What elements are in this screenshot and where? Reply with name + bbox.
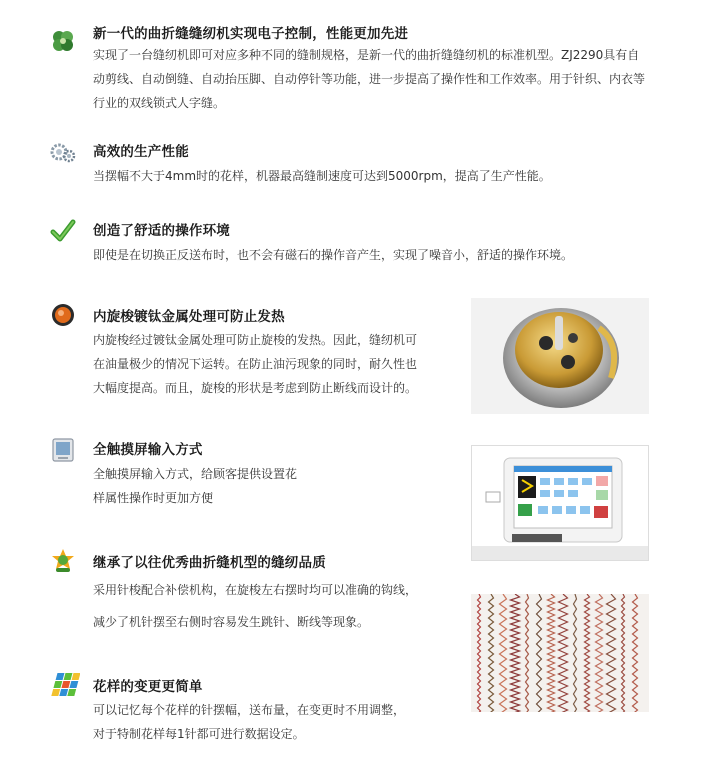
body-line: 可以记忆每个花样的针摆幅，送布量，在变更时不用调整， bbox=[93, 703, 406, 717]
stitch-line bbox=[585, 594, 590, 712]
stitch-line bbox=[548, 594, 555, 712]
orange-circle-icon bbox=[50, 302, 76, 328]
stitch-line bbox=[607, 594, 616, 712]
checkmark-icon bbox=[50, 218, 76, 244]
body-line: 当摆幅不大于4mm时的花样，机器最高缝制速度可达到5000rpm，提高了生产性能。 bbox=[93, 169, 551, 183]
section-title: 高效的生产性能 bbox=[93, 144, 189, 160]
section-title: 继承了以往优秀曲折缝机型的缝纫品质 bbox=[93, 555, 326, 571]
section-body bbox=[93, 462, 297, 510]
touchscreen-icon bbox=[50, 437, 76, 463]
star-badge-icon bbox=[50, 548, 76, 574]
body-line: 采用针梭配合补偿机构，在旋梭左右摆时均可以准确的钩线， bbox=[93, 583, 418, 597]
body-line: 内旋梭经过镀钛金属处理可防止旋梭的发热。因此，缝纫机可 bbox=[93, 333, 418, 347]
body-line: 行业的双线锁式人字缝。 bbox=[93, 96, 226, 110]
stitch-line bbox=[559, 594, 568, 712]
stitch-line bbox=[596, 594, 603, 712]
color-grid-icon bbox=[50, 671, 76, 697]
body-line: 大幅度提高。而且，旋梭的形状是考虑到防止断线而设计的。 bbox=[93, 381, 418, 395]
body-line: 实现了一台缝纫机即可对应多种不同的缝制规格，是新一代的曲折缝缝纫机的标准机型。ZJ2290具有自 bbox=[93, 48, 640, 62]
stitch-line bbox=[478, 594, 481, 712]
section-title: 全触摸屏输入方式 bbox=[93, 442, 203, 458]
section-body bbox=[93, 698, 405, 746]
stitch-line bbox=[574, 594, 577, 712]
section-title: 花样的变更更简单 bbox=[93, 679, 203, 695]
section-body bbox=[93, 328, 417, 400]
section-body bbox=[93, 164, 551, 188]
touchscreen-panel-photo bbox=[471, 445, 649, 561]
section-body bbox=[93, 243, 573, 267]
stitch-line bbox=[622, 594, 625, 712]
body-line: 在油量极少的情况下运转。在防止油污现象的同时，耐久性也 bbox=[93, 357, 418, 371]
stitch-line bbox=[537, 594, 542, 712]
stitch-line bbox=[511, 594, 520, 712]
section-title: 内旋梭镀钛金属处理可防止发热 bbox=[93, 309, 285, 325]
body-line: 全触摸屏输入方式，给顾客提供设置花 bbox=[93, 467, 298, 481]
stitch-samples-photo bbox=[471, 594, 649, 712]
body-line: 样属性操作时更加方便 bbox=[93, 491, 214, 505]
stitch-line bbox=[500, 594, 507, 712]
rotary-hook-photo bbox=[471, 298, 649, 414]
body-line: 动剪线、自动倒缝、自动抬压脚、自动停针等功能，进一步提高了操作性和工作效率。用于针织、内衣等 bbox=[93, 72, 646, 86]
section-body bbox=[93, 578, 417, 634]
gears-icon bbox=[50, 140, 76, 166]
body-line: 对于特制花样每1针都可进行数据设定。 bbox=[93, 727, 305, 741]
clover-icon bbox=[50, 28, 76, 54]
section-title: 创造了舒适的操作环境 bbox=[93, 223, 230, 239]
section-body bbox=[93, 43, 645, 115]
body-line: 减少了机针摆至右侧时容易发生跳针、断线等现象。 bbox=[93, 615, 370, 629]
body-line: 即使是在切换正反送布时，也不会有磁石的操作音产生，实现了噪音小，舒适的操作环境。 bbox=[93, 248, 574, 262]
stitch-line bbox=[489, 594, 494, 712]
section-title: 新一代的曲折缝缝纫机实现电子控制，性能更加先进 bbox=[93, 26, 409, 42]
stitch-line bbox=[526, 594, 529, 712]
stitch-line bbox=[633, 594, 638, 712]
